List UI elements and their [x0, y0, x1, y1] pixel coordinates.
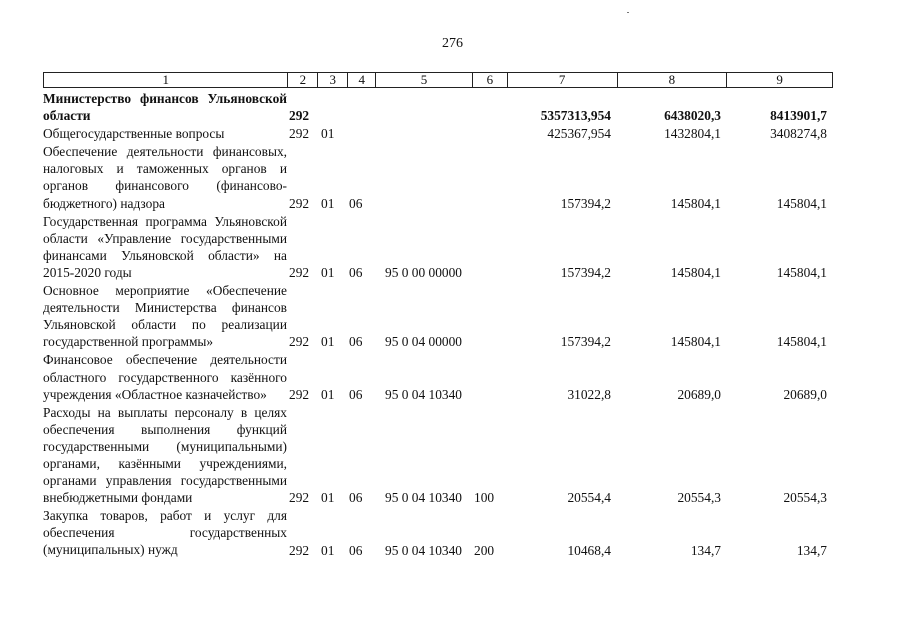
cell-amount-9: 145804,1	[776, 265, 827, 281]
cell-amount-7: 157394,2	[560, 195, 611, 211]
table-row	[43, 507, 833, 558]
row-name: Обеспечение деятельности финансовых, налоговых и таможенных органов и органов финансового (финансово-бюджетного) надзора	[43, 144, 287, 211]
cell-subsection: 06	[349, 265, 363, 281]
cell-amount-8: 6438020,3	[664, 108, 721, 124]
column-header: 8	[617, 73, 727, 87]
column-header: 4	[347, 73, 375, 87]
cell-ministry-code: 292	[289, 490, 310, 506]
column-header: 7	[507, 73, 617, 87]
cell-ministry-code: 292	[289, 334, 310, 350]
table-row	[43, 282, 833, 350]
cell-ministry-code: 292	[289, 386, 310, 402]
cell-target-article: 95 0 04 10340	[385, 490, 462, 506]
cell-ministry-code: 292	[289, 542, 310, 558]
cell-target-article: 95 0 04 10340	[385, 386, 462, 402]
cell-subsection: 06	[349, 542, 363, 558]
cell-amount-9: 145804,1	[776, 334, 827, 350]
cell-section: 01	[321, 386, 335, 402]
cell-ministry-code: 292	[289, 265, 310, 281]
row-name: Министерство финансов Ульяновской области	[43, 91, 287, 124]
cell-amount-9: 145804,1	[776, 195, 827, 211]
row-name: Основное мероприятие «Обеспечение деятельности Министерства финансов Ульяновской области по реализации государственной программы»	[43, 283, 287, 350]
cell-amount-7: 425367,954	[547, 126, 611, 142]
table-row	[43, 90, 833, 124]
cell-ministry-code: 292	[289, 126, 310, 142]
cell-amount-8: 20554,3	[677, 490, 721, 506]
cell-target-article: 95 0 04 00000	[385, 334, 462, 350]
table-row	[43, 213, 833, 281]
budget-table-body	[43, 90, 833, 560]
cell-amount-8: 145804,1	[670, 195, 721, 211]
cell-amount-8: 134,7	[690, 542, 721, 558]
column-header: 2	[287, 73, 317, 87]
cell-expense-type: 100	[474, 490, 495, 506]
column-header: 5	[375, 73, 472, 87]
row-name: Закупка товаров, работ и услуг для обеспечения государственных (муниципальных) нужд	[43, 508, 287, 558]
table-row	[43, 351, 833, 402]
cell-ministry-code: 292	[289, 195, 310, 211]
column-header: 3	[317, 73, 347, 87]
row-name: Финансовое обеспечение деятельности областного государственного казённого учреждения «Областное казначейство»	[43, 352, 287, 402]
cell-subsection: 06	[349, 334, 363, 350]
scan-speck	[627, 12, 629, 13]
cell-amount-9: 134,7	[796, 542, 827, 558]
row-name: Общегосударственные вопросы	[43, 126, 225, 142]
cell-amount-7: 5357313,954	[540, 108, 611, 124]
column-number-header	[43, 72, 833, 88]
cell-amount-8: 20689,0	[677, 386, 721, 402]
cell-ministry-code: 292	[289, 108, 310, 124]
row-name: Расходы на выплаты персоналу в целях обеспечения выполнения функций государственными (муниципальными) органами, казёнными учреждениями, органами управления государственными внебюджетными фондами	[43, 404, 287, 506]
cell-target-article: 95 0 04 10340	[385, 542, 462, 558]
page-number: 276	[442, 36, 463, 51]
cell-section: 01	[321, 490, 335, 506]
table-row	[43, 404, 833, 507]
column-header: 1	[162, 72, 169, 87]
cell-amount-8: 145804,1	[670, 265, 721, 281]
cell-amount-9: 20554,3	[783, 490, 827, 506]
column-header: 9	[726, 73, 832, 87]
cell-section: 01	[321, 126, 335, 142]
cell-section: 01	[321, 334, 335, 350]
cell-subsection: 06	[349, 195, 363, 211]
column-header: 6	[472, 73, 507, 87]
cell-section: 01	[321, 542, 335, 558]
cell-amount-7: 157394,2	[560, 265, 611, 281]
cell-target-article: 95 0 00 00000	[385, 265, 462, 281]
cell-amount-8: 1432804,1	[664, 126, 721, 142]
cell-section: 01	[321, 265, 335, 281]
cell-subsection: 06	[349, 386, 363, 402]
cell-amount-9: 20689,0	[783, 386, 827, 402]
cell-amount-7: 10468,4	[567, 542, 611, 558]
cell-amount-7: 31022,8	[567, 386, 611, 402]
cell-amount-7: 157394,2	[560, 334, 611, 350]
cell-amount-7: 20554,4	[567, 490, 611, 506]
cell-amount-9: 8413901,7	[770, 108, 827, 124]
cell-amount-8: 145804,1	[670, 334, 721, 350]
cell-expense-type: 200	[474, 542, 495, 558]
table-row	[43, 125, 833, 142]
cell-amount-9: 3408274,8	[770, 126, 827, 142]
table-row	[43, 143, 833, 211]
cell-subsection: 06	[349, 490, 363, 506]
row-name: Государственная программа Ульяновской области «Управление государственными финансами Ульяновской области» на 2015-2020 годы	[43, 213, 287, 280]
cell-section: 01	[321, 195, 335, 211]
